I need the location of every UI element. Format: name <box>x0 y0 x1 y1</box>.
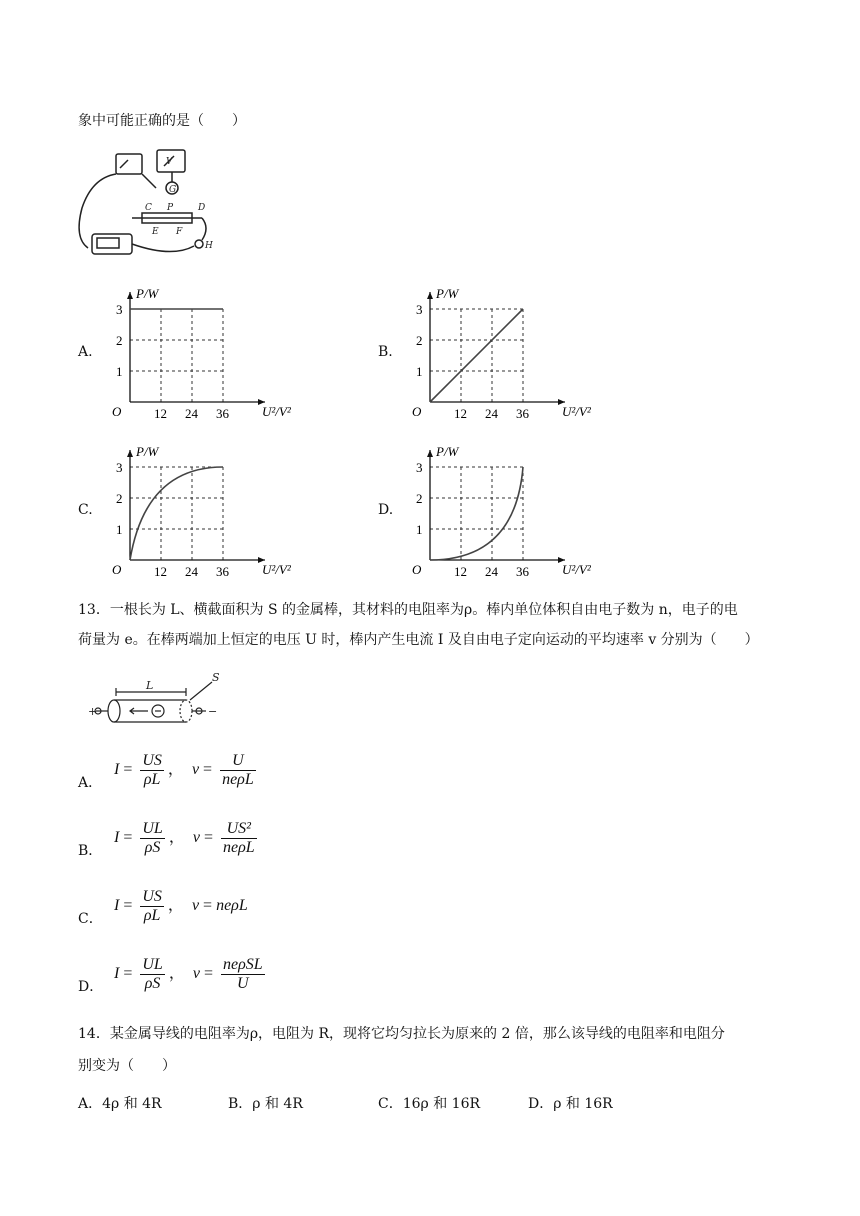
rod-length-label: L <box>146 679 154 692</box>
x-tick-24: 24 <box>485 406 498 421</box>
circuit-illustration <box>72 148 222 263</box>
data-curve <box>130 467 223 560</box>
y-tick-2: 2 <box>116 333 123 348</box>
data-curve <box>430 309 523 402</box>
x-tick-12: 12 <box>454 406 467 421</box>
metal-rod-illustration <box>86 670 226 732</box>
circuit-label-D: D <box>198 203 206 213</box>
graph-3 <box>410 440 620 580</box>
y-axis-label: P/W <box>436 286 459 301</box>
x-tick-12: 12 <box>454 564 467 579</box>
circuit-label-V: V <box>166 157 173 167</box>
y-tick-1: 1 <box>116 522 123 537</box>
y-axis-label: P/W <box>136 444 159 459</box>
x-tick-36: 36 <box>516 406 529 421</box>
x-tick-24: 24 <box>185 564 198 579</box>
y-tick-1: 1 <box>416 364 423 379</box>
y-tick-2: 2 <box>116 491 123 506</box>
x-axis-label: U²/V² <box>262 404 291 419</box>
current-fraction: $\frac{US}{\rho L}$ <box>142 888 162 924</box>
question-intro: 象中可能正确的是（ ） <box>78 113 246 129</box>
circuit-label-G: G <box>169 185 177 195</box>
y-axis-label: P/W <box>136 286 159 301</box>
origin-label: O <box>112 404 122 419</box>
y-tick-3: 3 <box>116 460 123 475</box>
q14-option-a[interactable]: A．4ρ 和 4R <box>78 1096 162 1112</box>
q13-option-equation-0: I = $\frac{US}{\rho L}$ ， v = $\frac{U}{\text{neρL}}$ <box>114 752 254 788</box>
graph-option-label-1[interactable]: B. <box>378 344 393 360</box>
q14-line1: 14．某金属导线的电阻率为ρ，电阻为 R，现将它均匀拉长为原来的 2 倍，那么该导线的电阻率和电阻分 <box>78 1026 725 1042</box>
y-tick-1: 1 <box>116 364 123 379</box>
graph-option-label-0[interactable]: A. <box>78 344 93 360</box>
origin-label: O <box>112 562 122 577</box>
x-tick-12: 12 <box>154 406 167 421</box>
current-fraction: $\frac{UL}{\rho S}$ <box>142 820 163 856</box>
graph-option-label-2[interactable]: C. <box>78 502 93 518</box>
q13-option-equation-3: I = $\frac{UL}{\rho S}$ ， v = $\frac{\text{neρSL}}{U}$ <box>114 956 263 992</box>
circuit-label-P: P <box>167 203 174 213</box>
origin-label: O <box>412 562 422 577</box>
x-tick-36: 36 <box>216 564 229 579</box>
velocity-expression: neρL <box>216 897 248 915</box>
velocity-fraction: $\frac{\text{US²}}{\text{neρL}}$ <box>222 820 255 856</box>
svg-text:−: − <box>208 705 218 718</box>
y-tick-3: 3 <box>416 302 423 317</box>
y-tick-3: 3 <box>416 460 423 475</box>
y-tick-3: 3 <box>116 302 123 317</box>
velocity-fraction: $\frac{U}{\text{neρL}}$ <box>222 752 254 788</box>
q14-option-c[interactable]: C．16ρ 和 16R <box>378 1096 481 1112</box>
y-axis-label: P/W <box>436 444 459 459</box>
graph-option-label-3[interactable]: D. <box>378 502 394 518</box>
y-axis-arrow <box>427 450 433 457</box>
y-axis-arrow <box>127 292 133 299</box>
current-fraction: $\frac{UL}{\rho S}$ <box>142 956 163 992</box>
y-axis-arrow <box>427 292 433 299</box>
graph-2 <box>110 440 320 580</box>
circuit-label-F: F <box>176 227 183 237</box>
x-tick-36: 36 <box>216 406 229 421</box>
q13-line2: 荷量为 e。在棒两端加上恒定的电压 U 时，棒内产生电流 I 及自由电子定向运动的平均速率 v 分别为（ ） <box>78 632 759 648</box>
q14-option-b[interactable]: B．ρ 和 4R <box>228 1096 303 1112</box>
q14-options <box>78 1093 678 1113</box>
svg-text:+: + <box>88 705 98 718</box>
circuit-label-H: H <box>205 241 213 251</box>
q14-line2: 别变为（ ） <box>78 1058 176 1074</box>
q13-option-label-0[interactable]: A． <box>78 775 103 791</box>
velocity-fraction: $\frac{\text{neρSL}}{U}$ <box>222 956 263 992</box>
q13-option-label-2[interactable]: C． <box>78 911 103 927</box>
x-tick-24: 24 <box>185 406 198 421</box>
circuit-label-C: C <box>145 203 152 213</box>
graph-1 <box>410 282 620 422</box>
y-tick-2: 2 <box>416 491 423 506</box>
y-tick-1: 1 <box>416 522 423 537</box>
x-tick-24: 24 <box>485 564 498 579</box>
q13-option-label-3[interactable]: D． <box>78 979 104 995</box>
x-axis-label: U²/V² <box>562 404 591 419</box>
x-axis-label: U²/V² <box>562 562 591 577</box>
q13-option-label-1[interactable]: B． <box>78 843 103 859</box>
current-fraction: $\frac{US}{\rho L}$ <box>142 752 162 788</box>
q14-option-d[interactable]: D．ρ 和 16R <box>528 1096 613 1112</box>
rod-area-label: S <box>212 671 220 684</box>
q13-line1: 13．一根长为 L、横截面积为 S 的金属棒，其材料的电阻率为ρ。棒内单位体积自由电子数为 n，电子的电 <box>78 602 738 618</box>
voltmeter-icon <box>116 154 142 174</box>
q13-option-equation-1: I = $\frac{UL}{\rho S}$ ， v = $\frac{\text{US²}}{\text{neρL}}$ <box>114 820 255 856</box>
y-tick-2: 2 <box>416 333 423 348</box>
graph-0 <box>110 282 320 422</box>
q13-option-equation-2: I = $\frac{US}{\rho L}$ ， v = neρL <box>114 888 248 924</box>
origin-label: O <box>412 404 422 419</box>
circuit-label-E: E <box>152 227 159 237</box>
x-axis-label: U²/V² <box>262 562 291 577</box>
y-axis-arrow <box>127 450 133 457</box>
x-tick-36: 36 <box>516 564 529 579</box>
data-curve <box>430 467 523 560</box>
x-tick-12: 12 <box>154 564 167 579</box>
